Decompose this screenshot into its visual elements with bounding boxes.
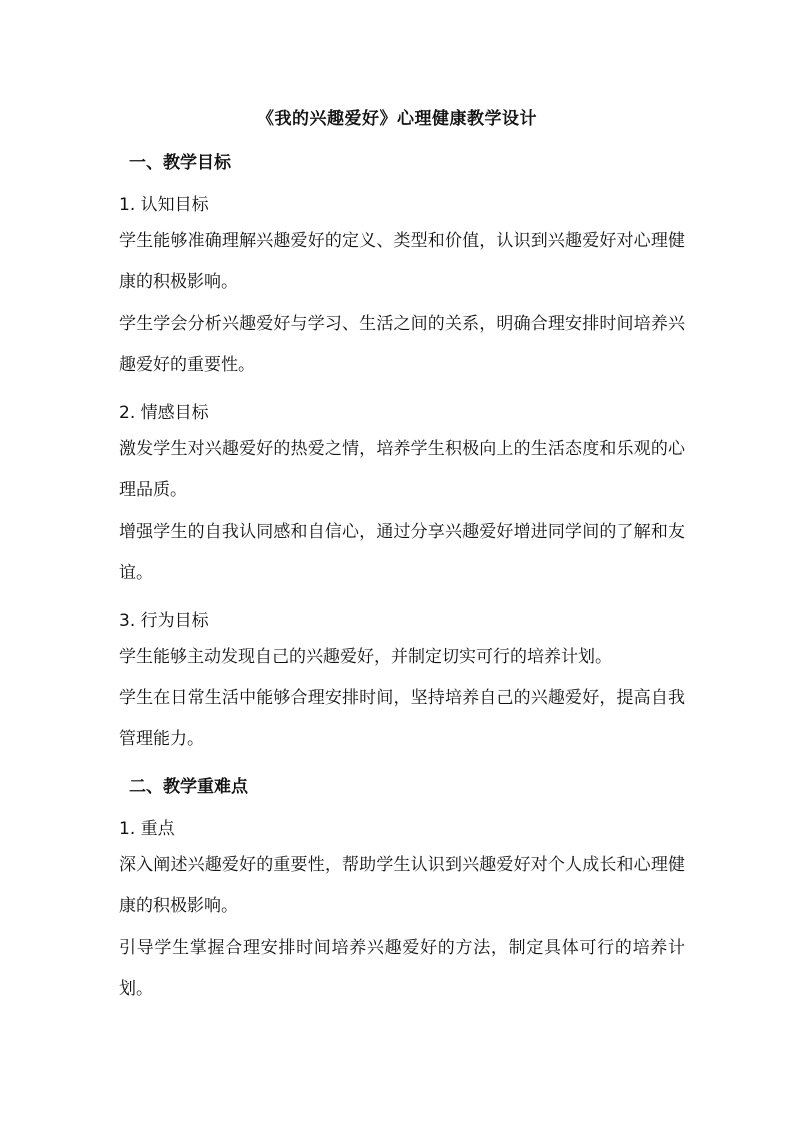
paragraph: 学生能够准确理解兴趣爱好的定义、类型和价值，认识到兴趣爱好对心理健康的积极影响。 xyxy=(119,231,685,292)
paragraph: 深入阐述兴趣爱好的重要性，帮助学生认识到兴趣爱好对个人成长和心理健康的积极影响。 xyxy=(119,855,685,916)
subsection-heading-emotional-objective: 2. 情感目标 xyxy=(119,403,209,423)
section-heading-key-difficulties: 二、教学重难点 xyxy=(129,777,248,797)
paragraph: 激发学生对兴趣爱好的热爱之情，培养学生积极向上的生活态度和乐观的心理品质。 xyxy=(119,439,685,500)
document-title: 《我的兴趣爱好》心理健康教学设计 xyxy=(257,109,537,129)
paragraph: 学生学会分析兴趣爱好与学习、生活之间的关系，明确合理安排时间培养兴趣爱好的重要性。 xyxy=(119,314,685,375)
subsection-heading-cognitive-objective: 1. 认知目标 xyxy=(119,195,209,215)
paragraph: 学生能够主动发现自己的兴趣爱好，并制定切实可行的培养计划。 xyxy=(119,647,612,667)
paragraph: 学生在日常生活中能够合理安排时间，坚持培养自己的兴趣爱好，提高自我管理能力。 xyxy=(119,688,685,749)
paragraph: 引导学生掌握合理安排时间培养兴趣爱好的方法，制定具体可行的培养计划。 xyxy=(119,938,685,999)
subsection-heading-key-points: 1. 重点 xyxy=(119,819,175,839)
subsection-heading-behavioral-objective: 3. 行为目标 xyxy=(119,611,209,631)
paragraph: 增强学生的自我认同感和自信心，通过分享兴趣爱好增进同学间的了解和友谊。 xyxy=(119,522,685,583)
section-heading-teaching-objectives: 一、教学目标 xyxy=(129,153,231,173)
